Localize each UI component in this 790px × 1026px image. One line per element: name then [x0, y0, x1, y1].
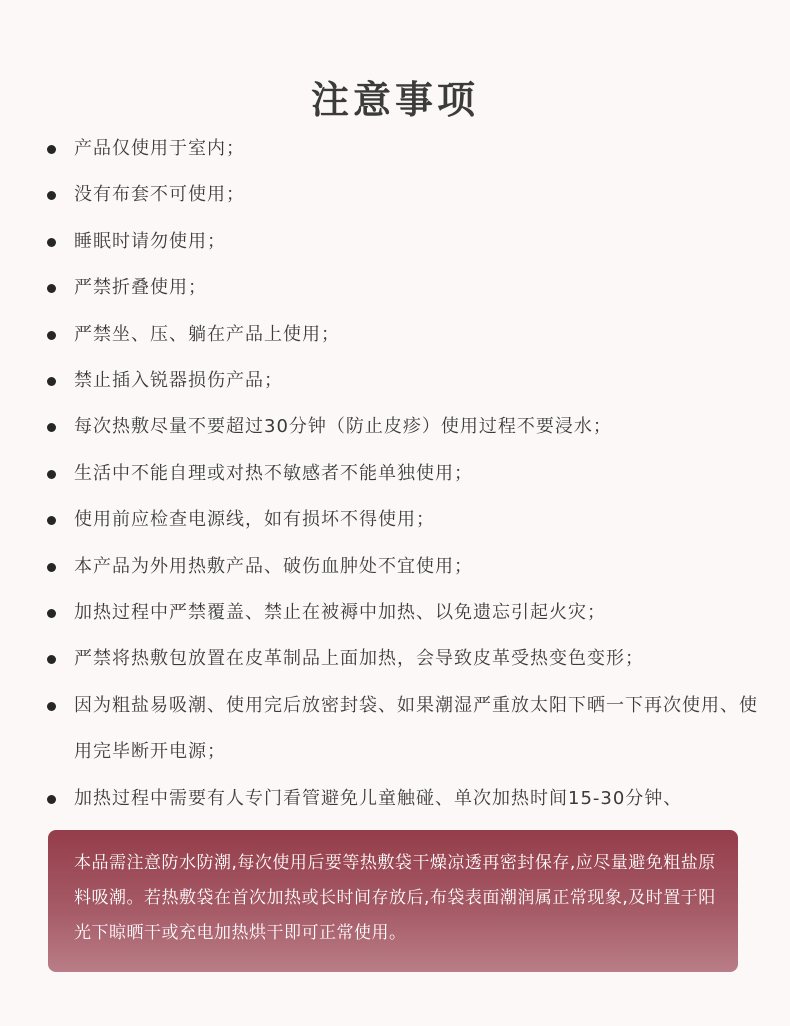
list-item: [44, 451, 764, 497]
note-text: 禁止插入锐器损伤产品；: [74, 370, 283, 392]
note-text: 加热过程中严禁覆盖、禁止在被褥中加热、以免遗忘引起火灾；: [74, 602, 606, 624]
bullet-icon: [47, 423, 56, 432]
list-item: [44, 776, 764, 822]
note-text: 睡眠时请勿使用；: [74, 230, 226, 252]
bullet-icon: [47, 655, 56, 664]
bullet-icon: [47, 377, 56, 386]
note-text: 严禁坐、压、躺在产品上使用；: [74, 323, 340, 345]
bullet-icon: [47, 609, 56, 618]
list-item: [44, 126, 764, 172]
list-item: [44, 636, 764, 682]
bullet-icon: [47, 470, 56, 479]
notice-text: 本品需注意防水防潮,每次使用后要等热敷袋干燥凉透再密封保存,应尽量避免粗盐原料吸潮。若热敷袋在首次加热或长时间存放后,布袋表面潮润属正常现象,及时置于阳光下晾晒干或充电加热烘干即可正常使用。: [74, 853, 716, 943]
bullet-icon: [47, 191, 56, 200]
note-text: 没有布套不可使用；: [74, 184, 245, 206]
bullet-icon: [47, 145, 56, 154]
list-item: [44, 358, 764, 404]
bullet-icon: [47, 795, 56, 804]
note-text: 每次热敷尽量不要超过30分钟（防止皮疹）使用过程不要浸水；: [74, 416, 612, 438]
list-item: [44, 172, 764, 218]
bullet-icon: [47, 284, 56, 293]
bullet-icon: [47, 563, 56, 572]
note-text: 加热过程中需要有人专门看管避免儿童触碰、单次加热时间15-30分钟、: [74, 787, 683, 809]
notice-box: [48, 830, 738, 972]
list-item: [44, 312, 764, 358]
list-item: [44, 497, 764, 543]
list-item: [44, 404, 764, 450]
note-text: 生活中不能自理或对热不敏感者不能单独使用；: [74, 462, 473, 484]
bullet-icon: [47, 331, 56, 340]
bullet-icon: [47, 702, 56, 711]
list-item: [44, 265, 764, 311]
note-text: 严禁折叠使用；: [74, 277, 207, 299]
bullet-icon: [47, 516, 56, 525]
list-item: [44, 683, 764, 776]
list-item: [44, 544, 764, 590]
notes-list: [44, 126, 764, 822]
bullet-icon: [47, 238, 56, 247]
list-item: [44, 590, 764, 636]
note-text: 使用前应检查电源线，如有损坏不得使用；: [74, 509, 435, 531]
list-item: [44, 219, 764, 265]
note-text: 因为粗盐易吸潮、使用完后放密封袋、如果潮湿严重放太阳下晒一下再次使用、使用完毕断开电源；: [74, 694, 758, 763]
note-text: 产品仅使用于室内；: [74, 138, 245, 159]
page-title: 注意事项: [310, 78, 479, 123]
note-text: 本产品为外用热敷产品、破伤血肿处不宜使用；: [74, 555, 473, 577]
note-text: 严禁将热敷包放置在皮革制品上面加热，会导致皮革受热变色变形；: [74, 648, 644, 670]
